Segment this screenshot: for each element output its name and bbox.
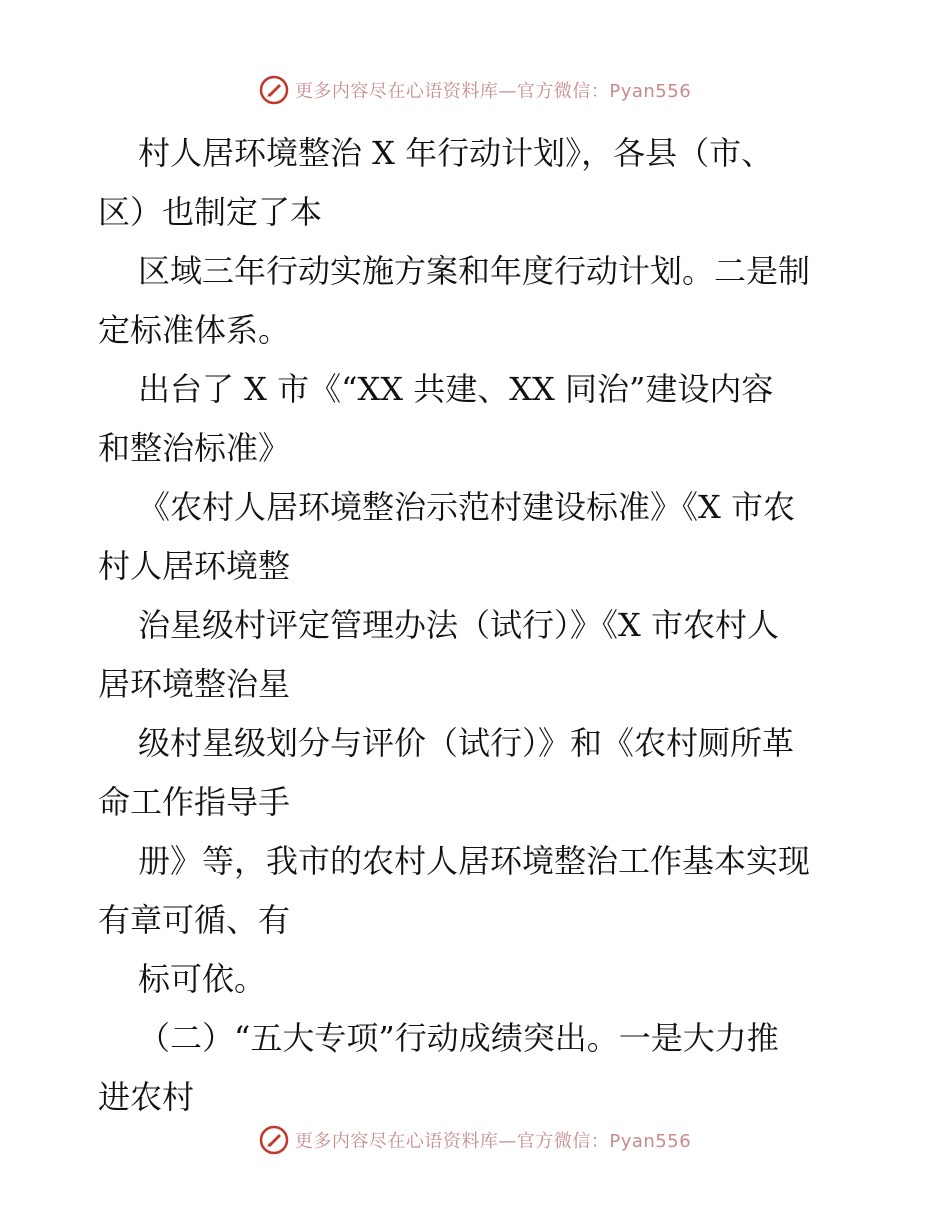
text-line: （二）“五大专项”行动成绩突出。一是大力推 [138,1019,779,1057]
text-line: 治星级村评定管理办法（试行）》《X 市农村人 [138,606,779,644]
watermark-header [0,70,950,110]
text-line: 和整治标准》 [98,429,291,467]
text-line: 村人居环境整 [98,547,291,585]
watermark-footer [0,1120,950,1160]
text-line: 命工作指导手 [98,783,291,821]
brand-logo-icon [259,75,289,105]
text-line: 区域三年行动实施方案和年度行动计划。二是制 [138,252,811,290]
watermark-text: 更多内容尽在心语资料库—官方微信：Pyan556 [294,81,692,102]
text-line: 村人居环境整治 X 年行动计划》，各县（市、 [138,134,774,172]
watermark-text: 更多内容尽在心语资料库—官方微信：Pyan556 [294,1131,692,1152]
brand-logo-icon [259,1125,289,1155]
text-line: 级村星级划分与评价（试行）》和《农村厕所革 [138,724,795,762]
text-line: 《农村人居环境整治示范村建设标准》《X 市农 [138,488,795,526]
text-line: 册》等，我市的农村人居环境整治工作基本实现 [138,842,811,880]
text-line: 居环境整治星 [98,665,291,703]
text-line: 出台了 X 市《“XX 共建、XX 同治”建设内容 [138,370,774,408]
text-line: 区）也制定了本 [98,193,323,231]
text-line: 定标准体系。 [98,311,291,349]
text-line: 标可依。 [138,960,267,998]
text-line: 进农村 [98,1078,195,1116]
document-body [98,124,858,1127]
text-line: 有章可循、有 [98,901,291,939]
